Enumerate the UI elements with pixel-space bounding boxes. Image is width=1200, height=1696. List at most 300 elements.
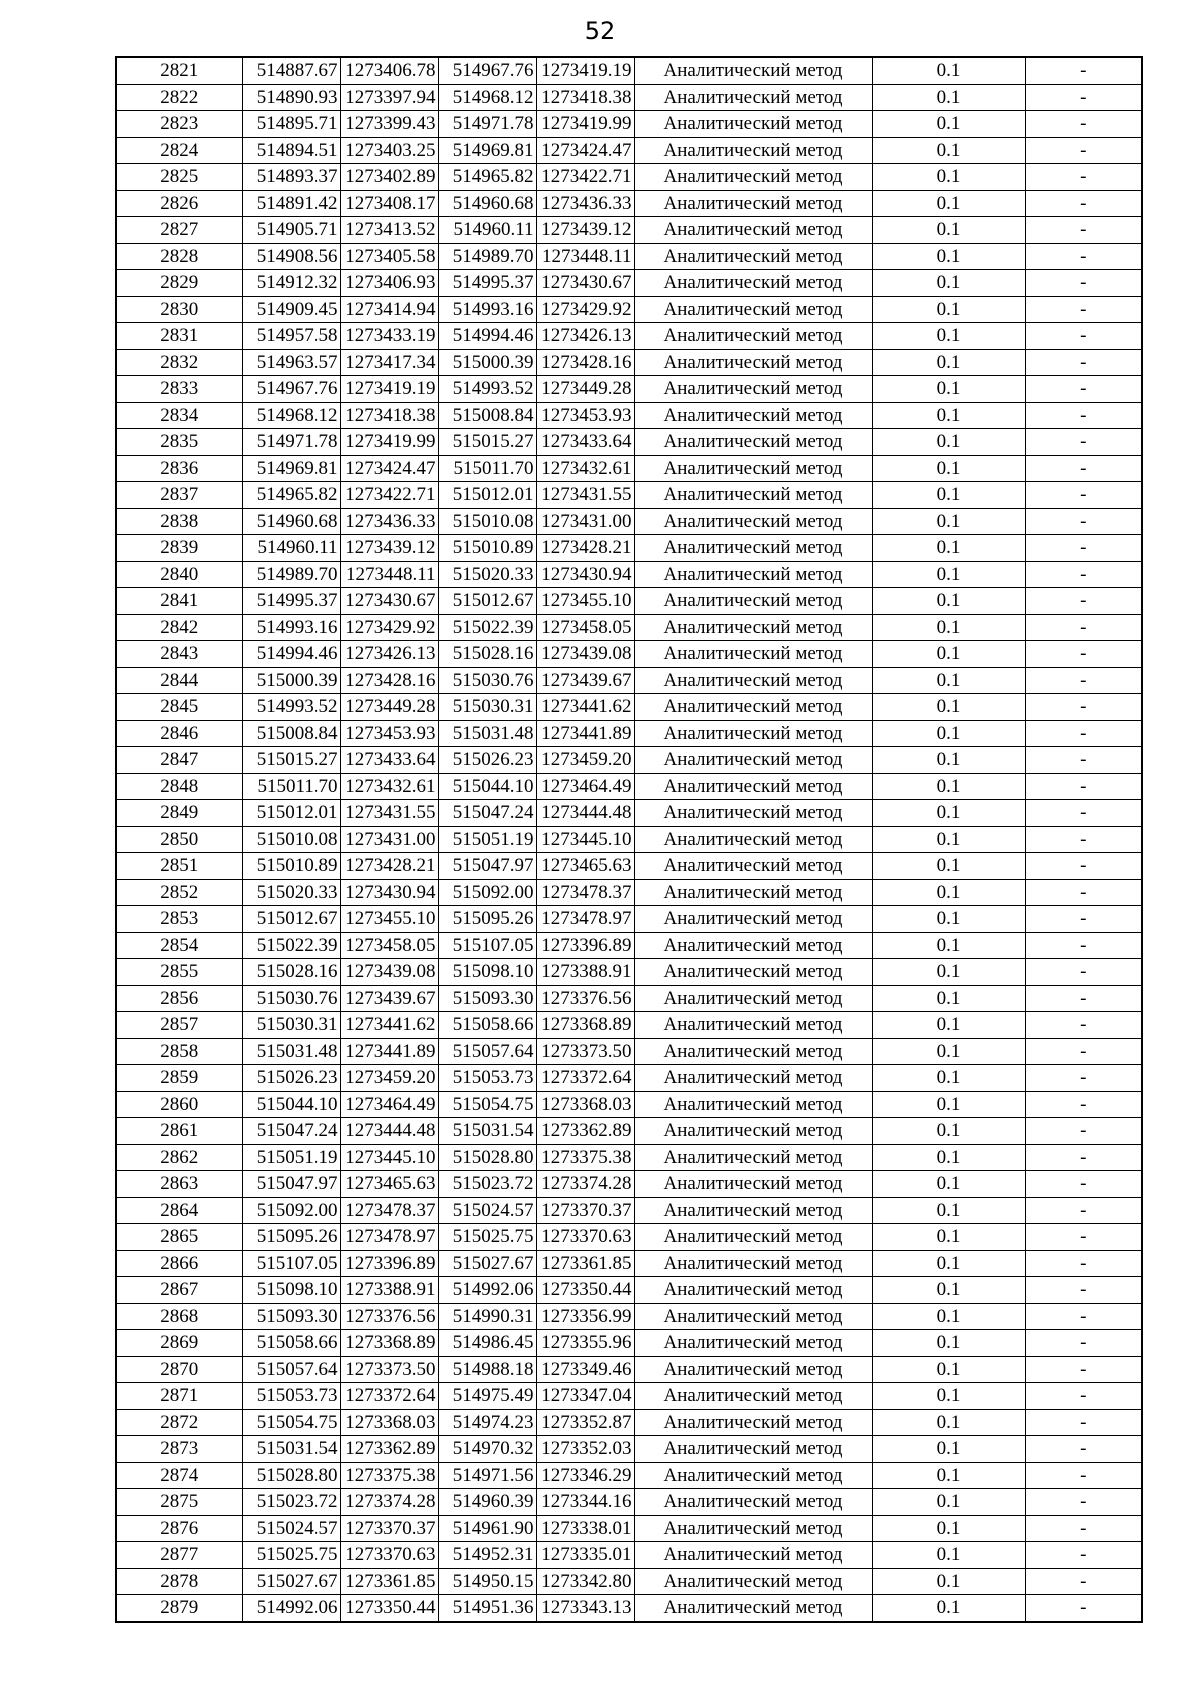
y2-cell: 1273431.55	[536, 482, 634, 509]
y1-cell: 1273459.20	[340, 1065, 438, 1092]
accuracy-cell: 0.1	[872, 932, 1025, 959]
x1-cell: 515011.70	[242, 773, 340, 800]
table-row	[116, 349, 1142, 376]
x2-cell: 515028.16	[438, 641, 536, 668]
method-cell: Аналитический метод	[634, 349, 872, 376]
y1-cell: 1273368.89	[340, 1330, 438, 1357]
x1-cell: 515028.16	[242, 959, 340, 986]
accuracy-cell: 0.1	[872, 1436, 1025, 1463]
y2-cell: 1273426.13	[536, 323, 634, 350]
y2-cell: 1273335.01	[536, 1542, 634, 1569]
x2-cell: 515023.72	[438, 1171, 536, 1198]
method-cell: Аналитический метод	[634, 402, 872, 429]
y2-cell: 1273344.16	[536, 1489, 634, 1516]
x2-cell: 515047.97	[438, 853, 536, 880]
table-row	[116, 720, 1142, 747]
y2-cell: 1273349.46	[536, 1356, 634, 1383]
accuracy-cell: 0.1	[872, 985, 1025, 1012]
method-cell: Аналитический метод	[634, 747, 872, 774]
point-number-cell: 2839	[116, 535, 242, 562]
x1-cell: 514993.52	[242, 694, 340, 721]
note-cell: -	[1025, 1171, 1142, 1198]
y1-cell: 1273432.61	[340, 773, 438, 800]
y2-cell: 1273465.63	[536, 853, 634, 880]
point-number-cell: 2866	[116, 1250, 242, 1277]
table-row	[116, 1542, 1142, 1569]
method-cell: Аналитический метод	[634, 1595, 872, 1622]
x1-cell: 515095.26	[242, 1224, 340, 1251]
accuracy-cell: 0.1	[872, 1118, 1025, 1145]
method-cell: Аналитический метод	[634, 376, 872, 403]
point-number-cell: 2850	[116, 826, 242, 853]
note-cell: -	[1025, 853, 1142, 880]
y1-cell: 1273350.44	[340, 1595, 438, 1622]
y2-cell: 1273362.89	[536, 1118, 634, 1145]
y1-cell: 1273428.16	[340, 667, 438, 694]
table-row	[116, 1436, 1142, 1463]
table-row	[116, 853, 1142, 880]
y1-cell: 1273478.37	[340, 1197, 438, 1224]
y1-cell: 1273376.56	[340, 1303, 438, 1330]
point-number-cell: 2832	[116, 349, 242, 376]
accuracy-cell: 0.1	[872, 296, 1025, 323]
accuracy-cell: 0.1	[872, 1568, 1025, 1595]
method-cell: Аналитический метод	[634, 561, 872, 588]
y1-cell: 1273362.89	[340, 1436, 438, 1463]
x2-cell: 514960.68	[438, 190, 536, 217]
method-cell: Аналитический метод	[634, 1065, 872, 1092]
table-row	[116, 1224, 1142, 1251]
note-cell: -	[1025, 1436, 1142, 1463]
accuracy-cell: 0.1	[872, 1197, 1025, 1224]
x1-cell: 515025.75	[242, 1542, 340, 1569]
table-row	[116, 694, 1142, 721]
table-row	[116, 1462, 1142, 1489]
method-cell: Аналитический метод	[634, 111, 872, 138]
note-cell: -	[1025, 217, 1142, 244]
accuracy-cell: 0.1	[872, 429, 1025, 456]
x2-cell: 515053.73	[438, 1065, 536, 1092]
note-cell: -	[1025, 243, 1142, 270]
method-cell: Аналитический метод	[634, 959, 872, 986]
y2-cell: 1273418.38	[536, 84, 634, 111]
y2-cell: 1273441.62	[536, 694, 634, 721]
method-cell: Аналитический метод	[634, 429, 872, 456]
table-row	[116, 1250, 1142, 1277]
point-number-cell: 2857	[116, 1012, 242, 1039]
y2-cell: 1273464.49	[536, 773, 634, 800]
accuracy-cell: 0.1	[872, 323, 1025, 350]
accuracy-cell: 0.1	[872, 1515, 1025, 1542]
table-row	[116, 588, 1142, 615]
x1-cell: 514960.68	[242, 508, 340, 535]
y1-cell: 1273403.25	[340, 137, 438, 164]
x2-cell: 515058.66	[438, 1012, 536, 1039]
note-cell: -	[1025, 137, 1142, 164]
point-number-cell: 2827	[116, 217, 242, 244]
note-cell: -	[1025, 1224, 1142, 1251]
accuracy-cell: 0.1	[872, 959, 1025, 986]
accuracy-cell: 0.1	[872, 455, 1025, 482]
x1-cell: 514890.93	[242, 84, 340, 111]
point-number-cell: 2858	[116, 1038, 242, 1065]
point-number-cell: 2868	[116, 1303, 242, 1330]
y2-cell: 1273352.03	[536, 1436, 634, 1463]
note-cell: -	[1025, 535, 1142, 562]
table-row	[116, 1356, 1142, 1383]
x2-cell: 514988.18	[438, 1356, 536, 1383]
table-row	[116, 985, 1142, 1012]
accuracy-cell: 0.1	[872, 1224, 1025, 1251]
x2-cell: 514960.39	[438, 1489, 536, 1516]
x2-cell: 515051.19	[438, 826, 536, 853]
x1-cell: 515093.30	[242, 1303, 340, 1330]
point-number-cell: 2859	[116, 1065, 242, 1092]
point-number-cell: 2831	[116, 323, 242, 350]
x2-cell: 515012.67	[438, 588, 536, 615]
table-row	[116, 800, 1142, 827]
point-number-cell: 2849	[116, 800, 242, 827]
point-number-cell: 2830	[116, 296, 242, 323]
x2-cell: 515010.89	[438, 535, 536, 562]
accuracy-cell: 0.1	[872, 1409, 1025, 1436]
x1-cell: 515028.80	[242, 1462, 340, 1489]
x2-cell: 514990.31	[438, 1303, 536, 1330]
point-number-cell: 2837	[116, 482, 242, 509]
x2-cell: 515022.39	[438, 614, 536, 641]
x2-cell: 515054.75	[438, 1091, 536, 1118]
method-cell: Аналитический метод	[634, 588, 872, 615]
y2-cell: 1273439.08	[536, 641, 634, 668]
accuracy-cell: 0.1	[872, 720, 1025, 747]
y2-cell: 1273376.56	[536, 985, 634, 1012]
y1-cell: 1273430.94	[340, 879, 438, 906]
method-cell: Аналитический метод	[634, 243, 872, 270]
note-cell: -	[1025, 376, 1142, 403]
x1-cell: 515053.73	[242, 1383, 340, 1410]
x1-cell: 515054.75	[242, 1409, 340, 1436]
note-cell: -	[1025, 1330, 1142, 1357]
point-number-cell: 2822	[116, 84, 242, 111]
y2-cell: 1273343.13	[536, 1595, 634, 1622]
table-row	[116, 296, 1142, 323]
note-cell: -	[1025, 482, 1142, 509]
table-row	[116, 826, 1142, 853]
accuracy-cell: 0.1	[872, 1542, 1025, 1569]
x2-cell: 515026.23	[438, 747, 536, 774]
x2-cell: 514995.37	[438, 270, 536, 297]
point-number-cell: 2851	[116, 853, 242, 880]
method-cell: Аналитический метод	[634, 1277, 872, 1304]
x1-cell: 514993.16	[242, 614, 340, 641]
y1-cell: 1273449.28	[340, 694, 438, 721]
method-cell: Аналитический метод	[634, 826, 872, 853]
point-number-cell: 2877	[116, 1542, 242, 1569]
note-cell: -	[1025, 111, 1142, 138]
method-cell: Аналитический метод	[634, 323, 872, 350]
note-cell: -	[1025, 720, 1142, 747]
point-number-cell: 2854	[116, 932, 242, 959]
x1-cell: 514989.70	[242, 561, 340, 588]
y2-cell: 1273347.04	[536, 1383, 634, 1410]
accuracy-cell: 0.1	[872, 614, 1025, 641]
point-number-cell: 2867	[116, 1277, 242, 1304]
y1-cell: 1273433.64	[340, 747, 438, 774]
accuracy-cell: 0.1	[872, 57, 1025, 84]
x1-cell: 514967.76	[242, 376, 340, 403]
accuracy-cell: 0.1	[872, 376, 1025, 403]
table-row	[116, 137, 1142, 164]
method-cell: Аналитический метод	[634, 1038, 872, 1065]
x1-cell: 515031.48	[242, 1038, 340, 1065]
y1-cell: 1273448.11	[340, 561, 438, 588]
point-number-cell: 2871	[116, 1383, 242, 1410]
y1-cell: 1273430.67	[340, 588, 438, 615]
point-number-cell: 2853	[116, 906, 242, 933]
y1-cell: 1273418.38	[340, 402, 438, 429]
y2-cell: 1273368.03	[536, 1091, 634, 1118]
x2-cell: 515025.75	[438, 1224, 536, 1251]
x2-cell: 514992.06	[438, 1277, 536, 1304]
y1-cell: 1273424.47	[340, 455, 438, 482]
note-cell: -	[1025, 402, 1142, 429]
note-cell: -	[1025, 429, 1142, 456]
table-row	[116, 561, 1142, 588]
point-number-cell: 2864	[116, 1197, 242, 1224]
method-cell: Аналитический метод	[634, 508, 872, 535]
method-cell: Аналитический метод	[634, 296, 872, 323]
table-row	[116, 667, 1142, 694]
note-cell: -	[1025, 57, 1142, 84]
y1-cell: 1273445.10	[340, 1144, 438, 1171]
y2-cell: 1273370.37	[536, 1197, 634, 1224]
y1-cell: 1273458.05	[340, 932, 438, 959]
x1-cell: 514912.32	[242, 270, 340, 297]
y2-cell: 1273448.11	[536, 243, 634, 270]
accuracy-cell: 0.1	[872, 694, 1025, 721]
y2-cell: 1273428.16	[536, 349, 634, 376]
x2-cell: 514951.36	[438, 1595, 536, 1622]
point-number-cell: 2872	[116, 1409, 242, 1436]
y1-cell: 1273417.34	[340, 349, 438, 376]
method-cell: Аналитический метод	[634, 164, 872, 191]
accuracy-cell: 0.1	[872, 349, 1025, 376]
accuracy-cell: 0.1	[872, 1303, 1025, 1330]
accuracy-cell: 0.1	[872, 84, 1025, 111]
accuracy-cell: 0.1	[872, 137, 1025, 164]
note-cell: -	[1025, 270, 1142, 297]
x1-cell: 514895.71	[242, 111, 340, 138]
table-row	[116, 1065, 1142, 1092]
y1-cell: 1273372.64	[340, 1383, 438, 1410]
x2-cell: 514950.15	[438, 1568, 536, 1595]
note-cell: -	[1025, 84, 1142, 111]
table-row	[116, 747, 1142, 774]
y2-cell: 1273356.99	[536, 1303, 634, 1330]
point-number-cell: 2841	[116, 588, 242, 615]
accuracy-cell: 0.1	[872, 1065, 1025, 1092]
accuracy-cell: 0.1	[872, 482, 1025, 509]
x1-cell: 514965.82	[242, 482, 340, 509]
accuracy-cell: 0.1	[872, 826, 1025, 853]
y2-cell: 1273338.01	[536, 1515, 634, 1542]
note-cell: -	[1025, 641, 1142, 668]
accuracy-cell: 0.1	[872, 508, 1025, 535]
note-cell: -	[1025, 1012, 1142, 1039]
y2-cell: 1273388.91	[536, 959, 634, 986]
x1-cell: 515000.39	[242, 667, 340, 694]
accuracy-cell: 0.1	[872, 1171, 1025, 1198]
point-number-cell: 2848	[116, 773, 242, 800]
x2-cell: 514968.12	[438, 84, 536, 111]
y2-cell: 1273375.38	[536, 1144, 634, 1171]
x1-cell: 515092.00	[242, 1197, 340, 1224]
table-row	[116, 57, 1142, 84]
x2-cell: 514961.90	[438, 1515, 536, 1542]
y1-cell: 1273464.49	[340, 1091, 438, 1118]
y1-cell: 1273370.37	[340, 1515, 438, 1542]
x2-cell: 515107.05	[438, 932, 536, 959]
note-cell: -	[1025, 561, 1142, 588]
y1-cell: 1273388.91	[340, 1277, 438, 1304]
method-cell: Аналитический метод	[634, 985, 872, 1012]
method-cell: Аналитический метод	[634, 1436, 872, 1463]
y1-cell: 1273419.19	[340, 376, 438, 403]
note-cell: -	[1025, 773, 1142, 800]
method-cell: Аналитический метод	[634, 932, 872, 959]
x1-cell: 515030.31	[242, 1012, 340, 1039]
x1-cell: 515047.97	[242, 1171, 340, 1198]
y2-cell: 1273361.85	[536, 1250, 634, 1277]
method-cell: Аналитический метод	[634, 270, 872, 297]
note-cell: -	[1025, 614, 1142, 641]
x2-cell: 514965.82	[438, 164, 536, 191]
accuracy-cell: 0.1	[872, 853, 1025, 880]
y1-cell: 1273422.71	[340, 482, 438, 509]
point-number-cell: 2876	[116, 1515, 242, 1542]
table-row	[116, 376, 1142, 403]
y2-cell: 1273424.47	[536, 137, 634, 164]
point-number-cell: 2873	[116, 1436, 242, 1463]
x1-cell: 515012.67	[242, 906, 340, 933]
method-cell: Аналитический метод	[634, 720, 872, 747]
y1-cell: 1273406.93	[340, 270, 438, 297]
point-number-cell: 2844	[116, 667, 242, 694]
note-cell: -	[1025, 1118, 1142, 1145]
method-cell: Аналитический метод	[634, 1356, 872, 1383]
x2-cell: 515010.08	[438, 508, 536, 535]
note-cell: -	[1025, 959, 1142, 986]
accuracy-cell: 0.1	[872, 1012, 1025, 1039]
method-cell: Аналитический метод	[634, 906, 872, 933]
note-cell: -	[1025, 1595, 1142, 1622]
x2-cell: 515057.64	[438, 1038, 536, 1065]
note-cell: -	[1025, 1409, 1142, 1436]
table-row	[116, 614, 1142, 641]
accuracy-cell: 0.1	[872, 588, 1025, 615]
point-number-cell: 2840	[116, 561, 242, 588]
method-cell: Аналитический метод	[634, 217, 872, 244]
y2-cell: 1273422.71	[536, 164, 634, 191]
x2-cell: 515030.76	[438, 667, 536, 694]
point-number-cell: 2824	[116, 137, 242, 164]
y2-cell: 1273478.97	[536, 906, 634, 933]
y1-cell: 1273453.93	[340, 720, 438, 747]
method-cell: Аналитический метод	[634, 1462, 872, 1489]
x2-cell: 515095.26	[438, 906, 536, 933]
accuracy-cell: 0.1	[872, 1038, 1025, 1065]
accuracy-cell: 0.1	[872, 1356, 1025, 1383]
note-cell: -	[1025, 1515, 1142, 1542]
table-row	[116, 1383, 1142, 1410]
y1-cell: 1273413.52	[340, 217, 438, 244]
x1-cell: 515047.24	[242, 1118, 340, 1145]
table-row	[116, 482, 1142, 509]
note-cell: -	[1025, 1383, 1142, 1410]
y2-cell: 1273373.50	[536, 1038, 634, 1065]
y1-cell: 1273373.50	[340, 1356, 438, 1383]
y2-cell: 1273374.28	[536, 1171, 634, 1198]
y1-cell: 1273402.89	[340, 164, 438, 191]
note-cell: -	[1025, 1568, 1142, 1595]
accuracy-cell: 0.1	[872, 111, 1025, 138]
x1-cell: 514905.71	[242, 217, 340, 244]
x2-cell: 514967.76	[438, 57, 536, 84]
x1-cell: 514995.37	[242, 588, 340, 615]
y2-cell: 1273430.67	[536, 270, 634, 297]
point-number-cell: 2828	[116, 243, 242, 270]
method-cell: Аналитический метод	[634, 1197, 872, 1224]
x1-cell: 515015.27	[242, 747, 340, 774]
point-number-cell: 2865	[116, 1224, 242, 1251]
x1-cell: 515010.89	[242, 853, 340, 880]
y2-cell: 1273431.00	[536, 508, 634, 535]
x1-cell: 515051.19	[242, 1144, 340, 1171]
note-cell: -	[1025, 1542, 1142, 1569]
y2-cell: 1273396.89	[536, 932, 634, 959]
y1-cell: 1273408.17	[340, 190, 438, 217]
table-row	[116, 508, 1142, 535]
accuracy-cell: 0.1	[872, 217, 1025, 244]
x1-cell: 515098.10	[242, 1277, 340, 1304]
table-row	[116, 164, 1142, 191]
note-cell: -	[1025, 323, 1142, 350]
point-number-cell: 2875	[116, 1489, 242, 1516]
y2-cell: 1273478.37	[536, 879, 634, 906]
y1-cell: 1273396.89	[340, 1250, 438, 1277]
y2-cell: 1273439.67	[536, 667, 634, 694]
point-number-cell: 2823	[116, 111, 242, 138]
y2-cell: 1273350.44	[536, 1277, 634, 1304]
x2-cell: 514989.70	[438, 243, 536, 270]
y1-cell: 1273429.92	[340, 614, 438, 641]
note-cell: -	[1025, 694, 1142, 721]
table-row	[116, 1409, 1142, 1436]
x1-cell: 515022.39	[242, 932, 340, 959]
note-cell: -	[1025, 164, 1142, 191]
note-cell: -	[1025, 296, 1142, 323]
table-row	[116, 1568, 1142, 1595]
table-row	[116, 323, 1142, 350]
y1-cell: 1273361.85	[340, 1568, 438, 1595]
point-number-cell: 2855	[116, 959, 242, 986]
note-cell: -	[1025, 1091, 1142, 1118]
y2-cell: 1273459.20	[536, 747, 634, 774]
y2-cell: 1273419.99	[536, 111, 634, 138]
y1-cell: 1273439.12	[340, 535, 438, 562]
table-row	[116, 1489, 1142, 1516]
table-row	[116, 1197, 1142, 1224]
